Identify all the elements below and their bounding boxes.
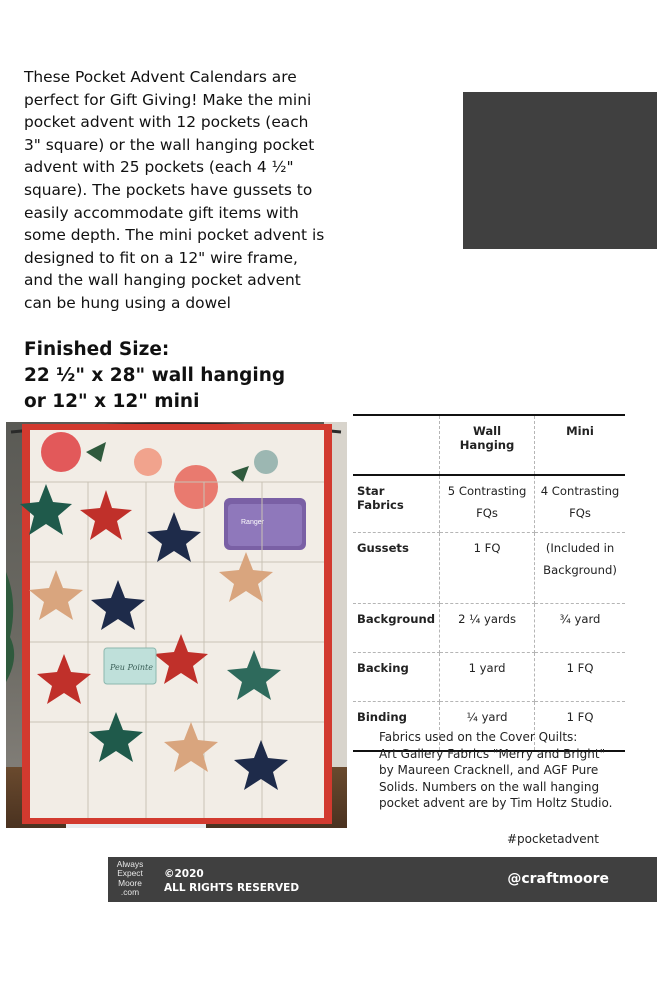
note-line: by Maureen Cracknell, and AGF Pure <box>379 763 599 777</box>
cell-line: ¾ yard <box>559 612 601 626</box>
mini-value <box>535 475 625 533</box>
wall-value <box>440 653 535 702</box>
tag-label: Peu Pointe <box>110 663 153 672</box>
cell-line: FQs <box>569 506 591 520</box>
logo-line: Expect <box>117 868 143 879</box>
header-mini: Mini <box>535 415 625 475</box>
copyright-year: ©2020 <box>164 868 204 880</box>
quilt-photo <box>6 422 347 828</box>
brand-logo <box>110 860 150 898</box>
intro-line: easily accommodate gift items with <box>24 203 299 222</box>
row-label: Gussets <box>353 533 440 604</box>
fabric-credits <box>379 729 639 812</box>
intro-line: 3" square) or the wall hanging pocket <box>24 135 315 154</box>
wall-value <box>440 475 535 533</box>
note-line: Art Gallery Fabrics "Merry and Bright" <box>379 746 606 761</box>
logo-line: Moore <box>118 877 142 888</box>
row-label: Background <box>353 604 440 653</box>
logo-line: .com <box>120 887 140 898</box>
mini-value <box>535 533 625 604</box>
cell-line: 5 Contrasting <box>447 484 527 498</box>
cell-line: Background) <box>543 563 617 577</box>
cell-line: 4 Contrasting <box>540 484 620 498</box>
cell-line: 1 yard <box>468 661 506 675</box>
table-header-row <box>353 415 625 475</box>
cell-line: 1 FQ <box>566 710 594 724</box>
note-line: pocket advent are by Tim Holtz Studio. <box>379 796 613 810</box>
finished-size <box>24 337 354 415</box>
fabric-requirements-table <box>353 414 625 752</box>
row-label: Star Fabrics <box>353 475 440 533</box>
table-row <box>353 475 625 533</box>
table-row <box>353 653 625 702</box>
quilt-illustration <box>6 422 347 828</box>
table-row <box>353 604 625 653</box>
cell-line: (Included in <box>545 541 615 555</box>
mini-value <box>535 604 625 653</box>
cell-line: 1 FQ <box>566 661 594 675</box>
intro-line: square). The pockets have gussets to <box>24 180 313 199</box>
finished-size-wall: 22 ½" x 28" wall hanging <box>24 365 286 386</box>
cell-line: ¼ yard <box>466 710 508 724</box>
header-empty <box>353 415 440 475</box>
intro-line: advent with 25 pockets (each 4 ½" <box>24 158 294 177</box>
footer-bar <box>108 857 657 902</box>
dark-panel <box>463 92 657 249</box>
intro-line: These Pocket Advent Calendars are <box>24 68 297 86</box>
copyright <box>164 867 299 895</box>
finished-size-mini: or 12" x 12" mini <box>24 391 200 412</box>
cell-line: 1 FQ <box>473 541 501 555</box>
intro-line: and the wall hanging pocket advent <box>24 271 301 290</box>
rights-reserved: ALL RIGHTS RESERVED <box>164 882 300 894</box>
finished-size-heading: Finished Size: <box>24 339 170 360</box>
cell-line: FQs <box>476 506 498 520</box>
tin-label: Ranger <box>241 519 264 526</box>
intro-line: pocket advent with 12 pockets (each <box>24 113 309 132</box>
intro-line: perfect for Gift Giving! Make the mini <box>24 90 312 109</box>
row-label: Backing <box>353 653 440 702</box>
intro-line: designed to fit on a 12" wire frame, <box>24 248 298 267</box>
table-row <box>353 533 625 604</box>
mini-value <box>535 653 625 702</box>
wall-value <box>440 604 535 653</box>
hashtag: #pocketadvent <box>507 832 599 846</box>
intro-line: some depth. The mini pocket advent is <box>24 226 325 245</box>
wall-value <box>440 533 535 604</box>
cell-line: 2 ¼ yards <box>458 612 516 626</box>
intro-paragraph <box>24 66 349 315</box>
note-line: Fabrics used on the Cover Quilts: <box>379 730 578 744</box>
note-line: Solids. Numbers on the wall hanging <box>379 779 600 794</box>
intro-line: can be hung using a dowel <box>24 293 231 312</box>
social-handle: @craftmoore <box>507 871 609 887</box>
row-label: Binding <box>353 702 440 752</box>
logo-line: Always <box>116 859 144 869</box>
header-wall-hanging: Wall Hanging <box>440 415 535 475</box>
